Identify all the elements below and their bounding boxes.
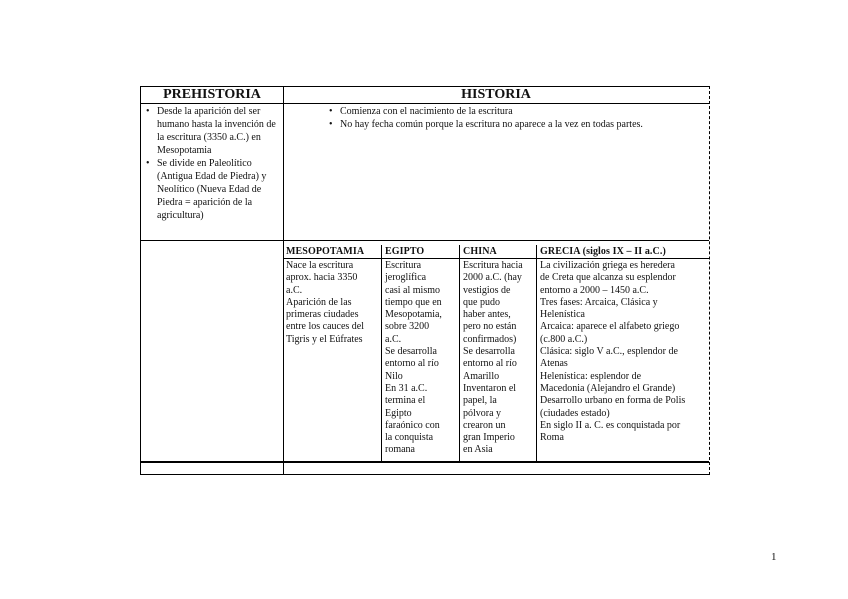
column-line: faraónico con	[385, 419, 440, 431]
header-divider	[141, 103, 709, 104]
list-item: • Se divide en Paleolítico (Antigua Edad de Piedra) y Neolítico (Nueva Edad de Piedra = aparición de la agricultura)	[143, 157, 279, 222]
column-line: Egipto	[385, 407, 412, 419]
column-line: primeras ciudades	[286, 309, 359, 321]
page-number: 1	[771, 551, 777, 563]
historia-header: HISTORIA	[461, 87, 531, 102]
civilization-header-rule	[283, 258, 709, 259]
column-line: 2000 a.C. (hay	[463, 272, 522, 284]
col-divider-1	[381, 245, 382, 462]
grecia-header: GRECIA (siglos IX – II a.C.)	[540, 246, 666, 257]
column-line: La civilización griega es heredera	[540, 260, 675, 271]
column-line: Escritura hacia	[463, 260, 523, 271]
egipto-column	[385, 260, 457, 457]
column-line: a.C.	[385, 333, 402, 345]
column-line: pero no están	[463, 321, 517, 333]
column-line: aprox. hacia 3350	[286, 272, 358, 284]
column-line: Aparición de las	[286, 296, 352, 308]
column-line: Se desarrolla	[463, 346, 515, 358]
column-line: Tres fases: Arcaica, Clásica y	[540, 296, 658, 308]
column-line: entre los cauces del	[286, 321, 365, 333]
bottom-rule	[141, 461, 709, 463]
column-line: (c.800 a.C.)	[540, 333, 588, 345]
column-line: Mesopotamia,	[385, 309, 442, 321]
column-line: Helenística: esplendor de	[540, 370, 642, 382]
column-line: En 31 a.C.	[385, 382, 428, 394]
column-line: Nilo	[385, 370, 403, 382]
column-line: Roma	[540, 432, 564, 444]
column-line: Escritura	[385, 260, 422, 271]
prehistoria-content	[143, 105, 279, 222]
column-line: Desarrollo urbano en forma de Polis	[540, 395, 686, 407]
column-line: pólvora y	[463, 407, 502, 419]
column-line: Nace la escritura	[286, 260, 354, 271]
row-divider	[141, 240, 709, 241]
column-line: a.C.	[286, 284, 303, 296]
prehistoria-header: PREHISTORIA	[163, 87, 261, 102]
column-line: Clásica: siglo V a.C., esplendor de	[540, 346, 678, 358]
egipto-header: EGIPTO	[385, 246, 425, 257]
column-line: vestigios de	[463, 284, 511, 296]
column-line: En siglo II a. C. es conquistada por	[540, 419, 681, 431]
column-line: Helenística	[540, 309, 585, 321]
column-line: entorno al río	[463, 358, 517, 370]
list-item: • Comienza con el nacimiento de la escritura	[326, 105, 706, 118]
main-column-divider	[283, 87, 284, 474]
column-line: Amarillo	[463, 370, 500, 382]
column-line: crearon un	[463, 419, 506, 431]
column-line: que pudo	[463, 296, 500, 308]
column-line: de Creta que alcanza su esplendor	[540, 272, 676, 284]
column-line: papel, la	[463, 395, 497, 407]
column-line: entorno a 2000 – 1450 a.C.	[540, 284, 649, 296]
column-line: (ciudades estado)	[540, 407, 610, 419]
mesopotamia-column	[286, 260, 380, 346]
column-line: Tigris y el Eúfrates	[286, 333, 363, 345]
column-line: jeroglífica	[385, 272, 427, 284]
column-line: casi al mismo	[385, 284, 440, 296]
column-line: Atenas	[540, 358, 568, 370]
column-line: gran Imperio	[463, 432, 515, 444]
column-line: en Asia	[463, 444, 493, 456]
column-line: termina el	[385, 395, 426, 407]
list-item: • No hay fecha común porque la escritura no aparece a la vez en todas partes.	[326, 118, 706, 131]
column-line: Arcaica: aparece el alfabeto griego	[540, 321, 680, 333]
column-line: confirmados)	[463, 333, 517, 345]
grecia-column	[540, 260, 706, 444]
historia-content	[326, 105, 706, 131]
column-line: Se desarrolla	[385, 346, 437, 358]
column-line: haber antes,	[463, 309, 511, 321]
column-line: sobre 3200	[385, 321, 430, 333]
column-line: Inventaron el	[463, 382, 517, 394]
col-divider-3	[536, 245, 537, 462]
column-line: romana	[385, 444, 415, 456]
china-header: CHINA	[463, 246, 497, 257]
column-line: la conquista	[385, 432, 434, 444]
column-line: entorno al río	[385, 358, 439, 370]
history-table	[140, 86, 710, 475]
mesopotamia-header: MESOPOTAMIA	[286, 246, 365, 257]
column-line: tiempo que en	[385, 296, 442, 308]
col-divider-2	[459, 245, 460, 462]
list-item: • Desde la aparición del ser humano hasta la invención de la escritura (3350 a.C.) en Mesopotamia	[143, 105, 279, 157]
column-line: Macedonia (Alejandro el Grande)	[540, 382, 676, 394]
china-column	[463, 260, 535, 457]
